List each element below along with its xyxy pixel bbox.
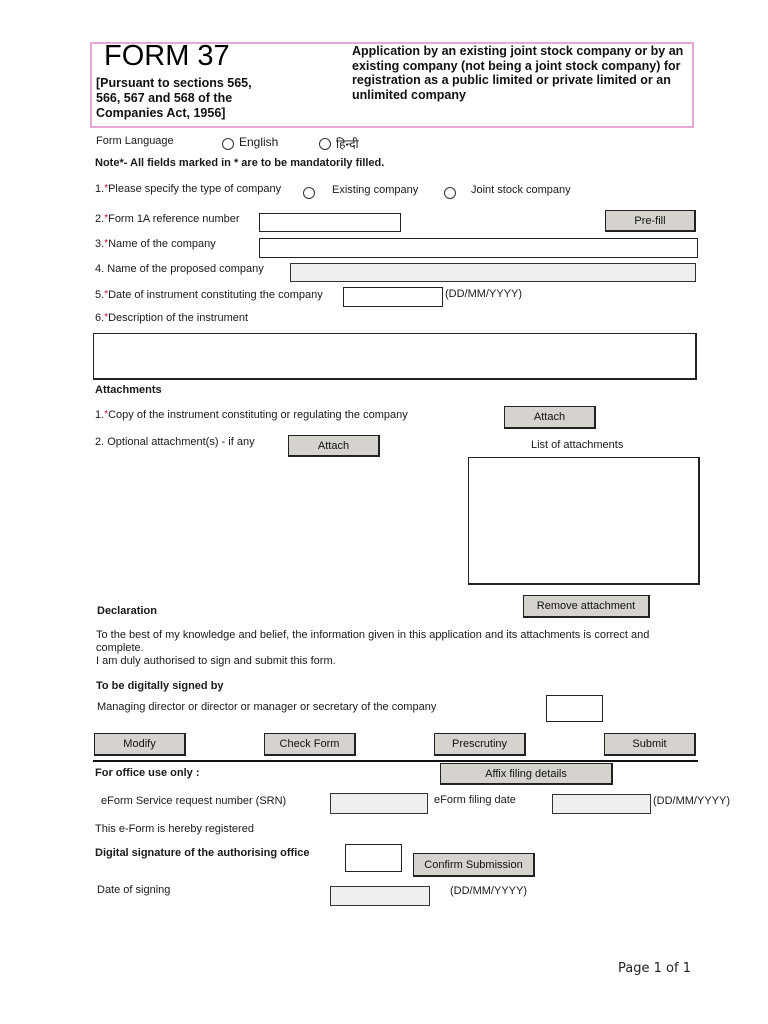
field-number: 4.	[95, 263, 105, 275]
declaration-line-2: complete.	[96, 642, 144, 654]
check-form-button[interactable]: Check Form	[264, 733, 356, 756]
authorising-signature-label: Digital signature of the authorising office	[95, 847, 310, 859]
signing-date-label: Date of signing	[97, 884, 171, 896]
radio-hindi-label: हिन्दी	[336, 137, 359, 151]
attachments-list-label: List of attachments	[531, 439, 624, 451]
filing-date-input[interactable]	[552, 794, 651, 814]
filing-date-hint: (DD/MM/YYYY)	[653, 795, 730, 807]
form-subtitle: [Pursuant to sections 565, 566, 567 and 568 of the Companies Act, 1956]	[96, 76, 252, 120]
confirm-submission-button[interactable]: Confirm Submission	[413, 853, 535, 877]
submit-button[interactable]: Submit	[604, 733, 696, 756]
field-number: 3.	[95, 238, 105, 250]
form1a-label	[95, 213, 240, 225]
mandatory-note: Note*- All fields marked in * are to be mandatorily filled.	[95, 157, 385, 169]
company-type-label	[95, 183, 281, 195]
filing-date-label: eForm filing date	[434, 794, 516, 806]
field-number: 5.	[95, 289, 105, 301]
section-divider	[93, 760, 698, 762]
field-number: 1.	[95, 409, 105, 421]
required-marker: *	[104, 409, 109, 420]
page-indicator: Page 1 of 1	[618, 961, 691, 976]
instrument-description-textarea[interactable]	[93, 333, 697, 380]
signer-label: Managing director or director or manager or secretary of the company	[97, 701, 437, 713]
radio-existing-company[interactable]	[303, 187, 315, 199]
authorising-signature-box[interactable]	[345, 844, 402, 872]
date-format-hint: (DD/MM/YYYY)	[445, 288, 522, 300]
declaration-line-1: To the best of my knowledge and belief, the information given in this application and its attachments is correct and	[96, 629, 650, 641]
modify-button[interactable]: Modify	[94, 733, 186, 756]
field-label: Name of the company	[108, 238, 216, 250]
instrument-description-label	[95, 312, 248, 324]
field-number: 2.	[95, 213, 105, 225]
affix-filing-details-button[interactable]: Affix filing details	[440, 763, 613, 785]
field-label: Name of the proposed company	[107, 263, 264, 275]
attachment-1-label	[95, 409, 408, 421]
radio-joint-stock-company[interactable]	[444, 187, 456, 199]
attach-instrument-button[interactable]: Attach	[504, 406, 596, 429]
digital-signature-heading: To be digitally signed by	[96, 680, 224, 692]
proposed-company-name-input[interactable]	[290, 263, 696, 282]
radio-english[interactable]	[222, 138, 234, 150]
radio-english-label: English	[239, 135, 279, 149]
prescrutiny-button[interactable]: Prescrutiny	[434, 733, 526, 756]
radio-joint-stock-company-label: Joint stock company	[471, 184, 571, 196]
instrument-date-input[interactable]	[343, 287, 443, 307]
field-number: 6.	[95, 312, 105, 324]
company-name-input[interactable]	[259, 238, 698, 258]
srn-label: eForm Service request number (SRN)	[101, 795, 287, 807]
instrument-date-label	[95, 289, 323, 301]
radio-existing-company-label: Existing company	[332, 184, 419, 196]
field-number: 1.	[95, 183, 105, 195]
declaration-heading: Declaration	[97, 605, 157, 617]
attach-optional-button[interactable]: Attach	[288, 435, 380, 457]
attachments-heading: Attachments	[95, 384, 162, 396]
digital-signature-box[interactable]	[546, 695, 603, 722]
radio-hindi[interactable]	[319, 138, 331, 150]
office-use-heading: For office use only :	[95, 767, 200, 779]
required-marker: *	[104, 238, 109, 249]
field-label: Copy of the instrument constituting or regulating the company	[108, 409, 408, 421]
signing-date-input[interactable]	[330, 886, 430, 906]
field-label: Form 1A reference number	[108, 213, 240, 225]
field-label: Please specify the type of company	[108, 183, 282, 195]
form1a-reference-input[interactable]	[259, 213, 401, 232]
srn-input[interactable]	[330, 793, 428, 814]
required-marker: *	[104, 289, 109, 300]
registered-text: This e-Form is hereby registered	[95, 823, 254, 835]
required-marker: *	[104, 312, 109, 323]
required-marker: *	[104, 213, 109, 224]
company-name-label	[95, 238, 216, 250]
form-description: Application by an existing joint stock company or by an existing company (not being a joint stock company) for registration as a public limited or private limited or an unlimited company	[352, 44, 684, 102]
signing-date-hint: (DD/MM/YYYY)	[450, 885, 527, 897]
remove-attachment-button[interactable]: Remove attachment	[523, 595, 650, 618]
form-title: FORM 37	[104, 40, 230, 72]
required-marker: *	[104, 183, 109, 194]
declaration-line-3: I am duly authorised to sign and submit this form.	[96, 655, 336, 667]
prefill-button[interactable]: Pre-fill	[605, 210, 696, 232]
proposed-company-name-label	[95, 263, 264, 275]
attachment-2-label: 2. Optional attachment(s) - if any	[95, 436, 255, 448]
field-label: Description of the instrument	[108, 312, 249, 324]
field-label: Date of instrument constituting the company	[108, 289, 323, 301]
form-language-label: Form Language	[96, 135, 174, 147]
attachments-listbox[interactable]	[468, 457, 700, 585]
